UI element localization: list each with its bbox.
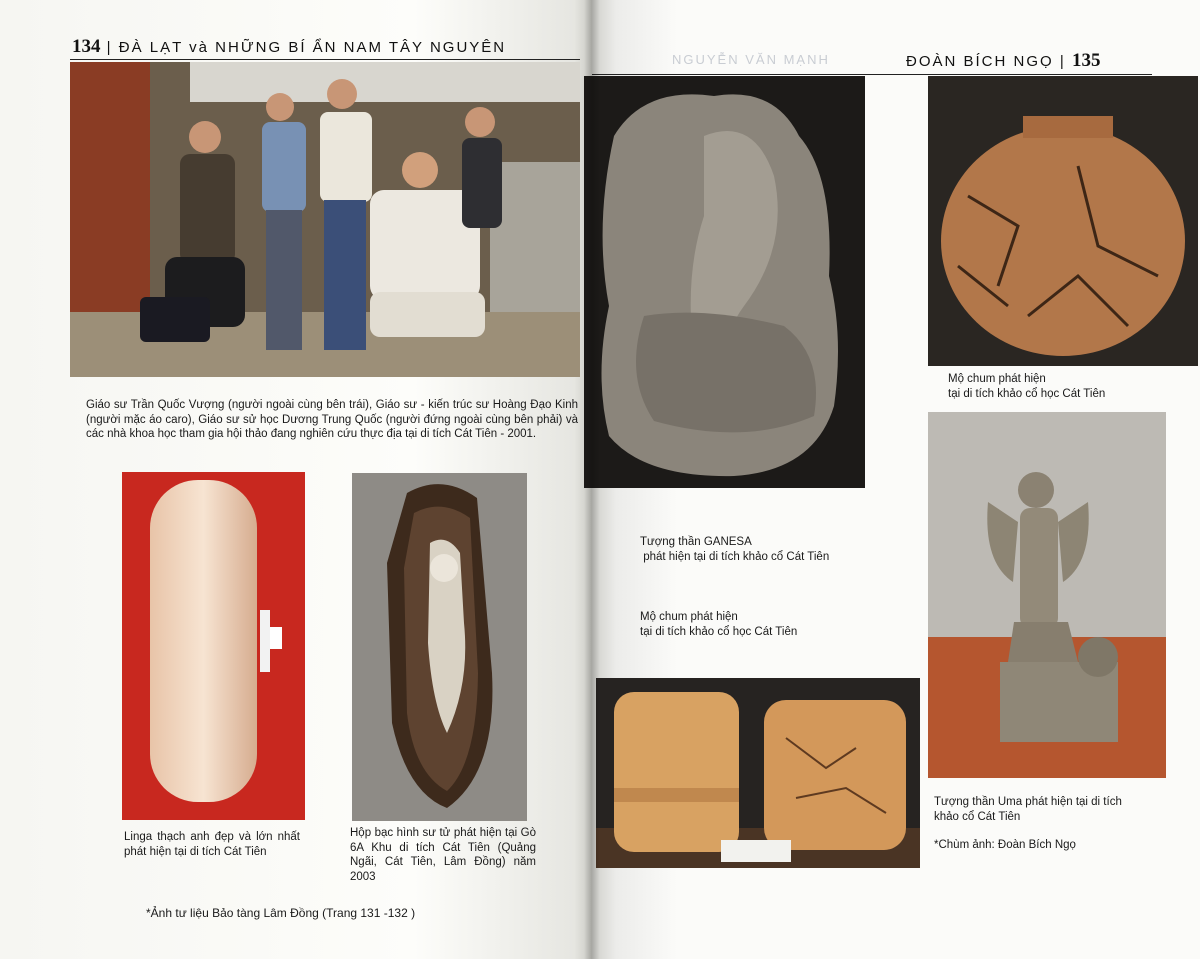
jar-right-caption-line-1: Mộ chum phát hiện [948,373,1046,385]
linga-caption: Linga thạch anh đẹp và lớn nhất phát hiện tại di tích Cát Tiên [124,831,300,858]
burial-jar-icon [928,76,1198,366]
ganesa-caption-line-2: phát hiện tại di tích khảo cổ Cát Tiên [640,550,830,563]
right-page [592,0,1200,959]
header-rule [70,59,580,60]
linga-crystal-icon [122,472,305,820]
jar-right-caption [948,372,1188,401]
linga-photo [122,472,305,820]
silver-box-caption: Hộp bạc hình sư tử phát hiện tại Gò 6A Khu di tích Cát Tiên (Quảng Ngãi, Cát Tiên, Lâm Đồng) năm 2003 [350,827,536,883]
group-photo [70,62,580,377]
ganesa-caption-line-1: Tượng thần GANESA [640,536,752,548]
uma-caption-line-2: khảo cổ Cát Tiên [934,810,1021,823]
page-number: 134 [72,36,101,57]
ghost-header-text: NGUYỄN VĂN MẠNH [672,52,830,67]
burial-jar-photo [928,76,1198,366]
header-separator: | [1059,53,1066,70]
group-photo-caption: Giáo sư Trần Quốc Vượng (người ngoài cùng bên trái), Giáo sư - kiến trúc sư Hoàng Đạo Kinh (người mặc áo caro), Giáo sư sử học Dương Trung Quốc (người đứng ngoài cùng bên phải) và các nhà khoa học tham gia hội thảo đang nghiên cứu thực địa tại di tích Cát Tiên - 2001. [86,399,578,440]
book-gutter [584,0,600,959]
right-header [906,50,1100,72]
silver-box-photo [352,473,527,821]
uma-caption [934,795,1184,824]
jar-middle-caption-line-2: tại di tích khảo cổ học Cát Tiên [640,625,798,638]
left-header [72,36,506,58]
ganesa-caption [640,535,900,564]
group-photo-icon [70,62,580,377]
burial-jars-pair-icon [596,678,920,868]
header-rule [592,74,1152,75]
header-separator: | [106,39,113,56]
jar-middle-caption [640,610,900,639]
right-photo-credit: *Chùm ảnh: Đoàn Bích Ngọ [934,839,1076,851]
page-number: 135 [1071,50,1101,71]
left-page [0,0,592,959]
ganesa-statue-icon [584,76,865,488]
uma-caption-line-1: Tượng thần Uma phát hiện tại di tích [934,796,1122,808]
silver-box-lion-icon [352,473,527,821]
ganesa-photo [584,76,865,488]
uma-photo [928,412,1166,778]
jar-middle-caption-line-1: Mộ chum phát hiện [640,611,738,623]
running-title: ĐÀ LẠT và NHỮNG BÍ ẨN NAM TÂY NGUYÊN [118,39,507,56]
burial-jars-pair-photo [596,678,920,868]
left-photo-credit: *Ảnh tư liệu Bảo tàng Lâm Đồng (Trang 131 -132 ) [146,906,416,920]
jar-right-caption-line-2: tại di tích khảo cổ học Cát Tiên [948,387,1106,400]
uma-statue-icon [928,412,1166,778]
author-name: ĐOÀN BÍCH NGỌ [906,53,1054,70]
